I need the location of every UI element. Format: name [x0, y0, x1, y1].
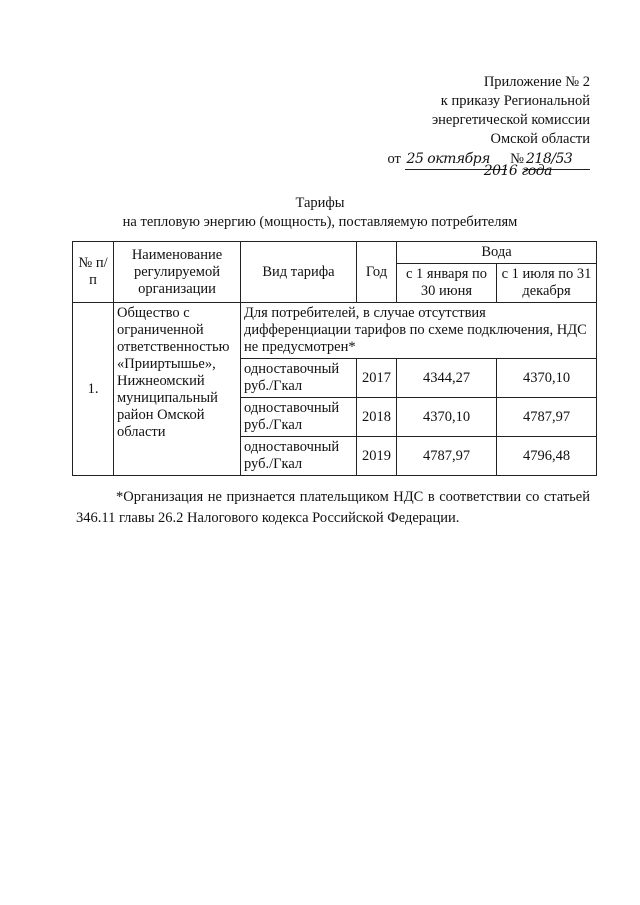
tariff-year: 2019 [357, 437, 397, 476]
tariff-year: 2018 [357, 398, 397, 437]
title-main: Тарифы [295, 195, 345, 211]
header-number: № п/п [73, 242, 114, 303]
tariff-value-h2: 4796,48 [497, 437, 597, 476]
tariff-type: одноставочный руб./Гкал [241, 359, 357, 398]
header-organization: Наименование регулируемой организации [114, 242, 241, 303]
organization-name: Общество с ограниченной ответственностью «Прииртышье», Нижнеомский муниципальный район Омской области [114, 303, 241, 476]
appendix-header [388, 73, 591, 170]
handwritten-number: 218/53 [524, 150, 590, 170]
table-row [73, 303, 597, 359]
footnote: *Организация не признается плательщиком НДС в соответствии со статьей 346.11 главы 26.2 Налогового кодекса Российской Федерации. [76, 488, 590, 526]
header-tariff-type: Вид тарифа [241, 242, 357, 303]
handwritten-year: 2016 года [483, 163, 552, 179]
tariff-value-h1: 4344,27 [397, 359, 497, 398]
table-header-row [73, 242, 597, 264]
document-title [0, 194, 640, 232]
tariff-value-h1: 4787,97 [397, 437, 497, 476]
tariff-type: одноставочный руб./Гкал [241, 437, 357, 476]
tariff-value-h2: 4370,10 [497, 359, 597, 398]
consumer-note: Для потребителей, в случае отсутствия дифференциации тарифов по схеме подключения, НДС не предусмотрен* [241, 303, 597, 359]
appendix-region: Омской области [490, 131, 590, 147]
appendix-order-ref: к приказу Региональной [440, 93, 590, 109]
appendix-title: Приложение № 2 [483, 74, 590, 90]
tariff-value-h1: 4370,10 [397, 398, 497, 437]
appendix-commission: энергетической комиссии [431, 112, 590, 128]
number-label: № [510, 151, 524, 167]
handwritten-date: 25 октября [405, 150, 507, 170]
from-label: от [387, 151, 401, 167]
row-number: 1. [73, 303, 114, 476]
tariff-table [72, 241, 597, 476]
tariff-year: 2017 [357, 359, 397, 398]
header-water: Вода [397, 242, 597, 264]
header-period-1: с 1 января по 30 июня [397, 264, 497, 303]
title-subtitle: на тепловую энергию (мощность), поставляемую потребителям [122, 214, 518, 230]
header-period-2: с 1 июля по 31 декабря [497, 264, 597, 303]
header-year: Год [357, 242, 397, 303]
tariff-value-h2: 4787,97 [497, 398, 597, 437]
tariff-type: одноставочный руб./Гкал [241, 398, 357, 437]
